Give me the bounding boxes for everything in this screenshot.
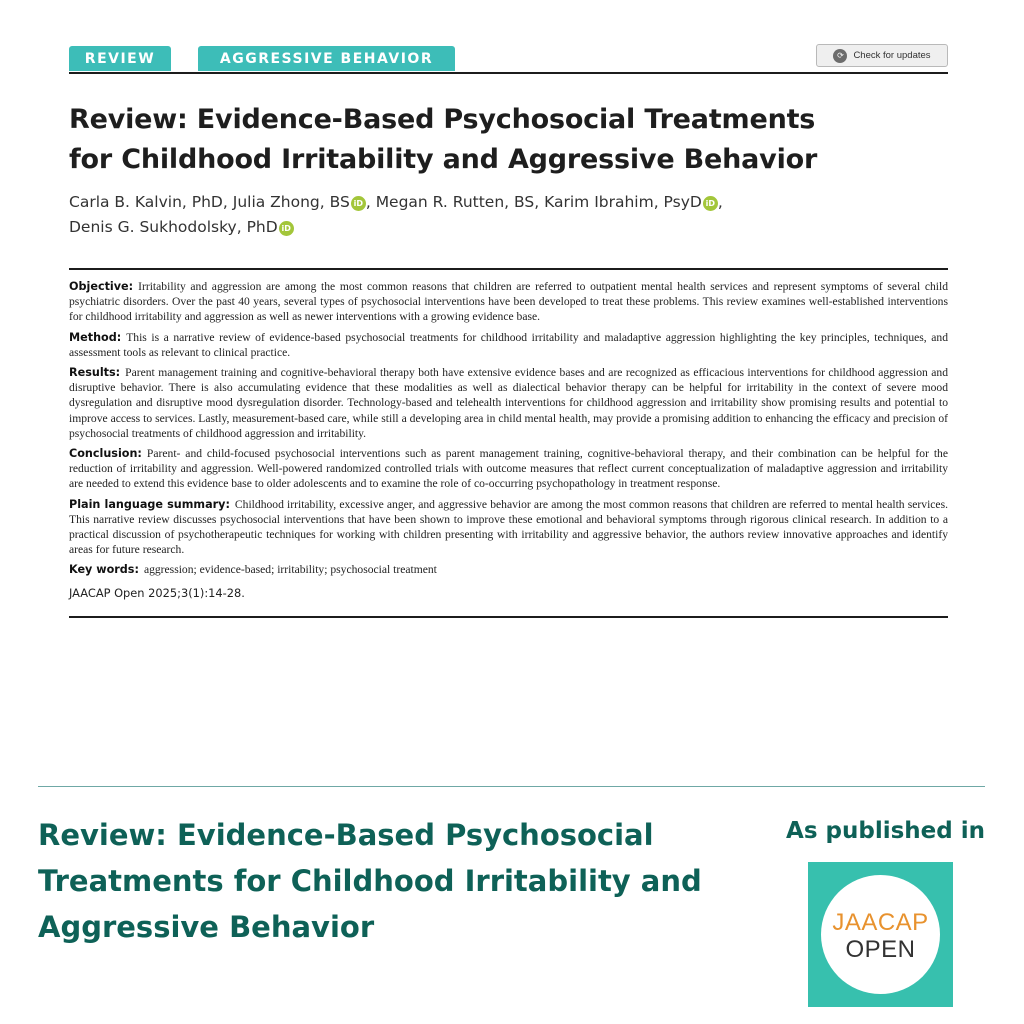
abstract-plain-language-summary [69, 497, 948, 558]
refresh-icon: ⟳ [833, 49, 847, 63]
author-name: Denis G. Sukhodolsky, PhD [69, 218, 278, 236]
abstract-objective [69, 279, 948, 325]
section-text: aggression; evidence-based; irritability; psychosocial treatment [143, 563, 437, 577]
article-page [69, 44, 948, 618]
section-text: Parent management training and cognitive-behavioral therapy both have extensive evidence bases and are recognized as efficacious interventions for childhood aggression and disruptive behavior. There is also accumulating evidence that these modalities as well as dialectical behavior therapy can be helpful for irritability in the context of severe mood dysregulation and disruptive mood dysregulation disorder. Technology-based and telehealth interventions for childhood aggression and irritability show promising results and potential to improve access to services. Lastly, measurement-based care, while still a developing area in child mental health, may provide a promising addition to enhancing the efficacy and precision of psychosocial treatments of childhood aggression and irritability. [69, 366, 948, 440]
article-title-line-2: for Childhood Irritability and Aggressive Behavior [69, 144, 818, 175]
abstract-top-rule [69, 268, 948, 270]
top-rule [69, 72, 948, 74]
logo-circle [821, 875, 940, 994]
section-label: Key words: [69, 563, 139, 577]
section-label: Plain language summary: [69, 497, 230, 511]
logo-text-open: OPEN [845, 936, 916, 963]
promo-title-line-2: Treatments for Childhood Irritability and [38, 864, 702, 898]
promo-title [38, 812, 758, 950]
tag-aggressive-behavior[interactable]: AGGRESSIVE BEHAVIOR [198, 46, 455, 71]
author-name: Julia Zhong, BS [232, 193, 350, 211]
section-label: Results: [69, 366, 121, 380]
author-list: Carla B. Kalvin, PhD, Julia Zhong, BS iD , Megan R. Rutten, BS, Karim Ibrahim, PsyD iD , Denis G. Sukhodolsky, PhD iD [69, 193, 723, 236]
orcid-icon[interactable]: iD [351, 196, 366, 211]
article-title-line-1: Review: Evidence-Based Psychosocial Treatments [69, 104, 816, 135]
section-text: Childhood irritability, excessive anger, and aggressive behavior are among the most common reasons that children are referred to mental health services. This narrative review discusses psychosocial interventions that have been shown to improve these emotional and behavioral symptoms through rigorous clinical research. In addition to a practical discussion of psychotherapeutic techniques for working with children presenting with irritability and aggressive behavior, the authors review innovative approaches and identify areas for future research. [69, 497, 948, 557]
abstract-method [69, 330, 948, 360]
published-in-label: As published in [786, 818, 985, 844]
section-text: Irritability and aggression are among the most common reasons that children are referred to outpatient mental health services and represent symptoms of several child psychiatric disorders. Over the past 40 years, several types of psychosocial interventions have been developed to treat these problems. This review examines well-established interventions for childhood irritability and aggression as well as newer interventions with a growing evidence base. [69, 280, 948, 324]
orcid-icon[interactable]: iD [279, 221, 294, 236]
section-divider [38, 786, 985, 787]
orcid-icon[interactable]: iD [703, 196, 718, 211]
check-for-updates-label: Check for updates [853, 50, 931, 61]
author-name: Carla B. Kalvin, PhD, [69, 193, 228, 211]
logo-text-jaacap: JAACAP [832, 909, 929, 936]
promo-title-line-1: Review: Evidence-Based Psychosocial [38, 818, 654, 852]
section-label: Conclusion: [69, 447, 142, 461]
section-label: Method: [69, 330, 122, 344]
abstract-results [69, 365, 948, 441]
tag-bar [69, 44, 948, 72]
section-text: This is a narrative review of evidence-based psychosocial treatments for childhood irritability and maladaptive aggression highlighting the key principles, techniques, and assessment tools as relevant to clinical practice. [69, 330, 948, 359]
article-title [69, 100, 948, 180]
journal-citation: JAACAP Open 2025;3(1):14-28. [69, 585, 245, 600]
check-for-updates-button[interactable] [816, 44, 948, 67]
jaacap-open-logo[interactable] [808, 862, 953, 1007]
abstract-conclusion [69, 446, 948, 492]
author-name: Megan R. Rutten, BS, [375, 193, 540, 211]
section-text: Parent- and child-focused psychosocial interventions such as parent management training, cognitive-behavioral therapy, and their combination can be helpful for the reduction of irritability and aggression. Well-powered randomized controlled trials with outcome measures that reflect current conceptualization of maladaptive aggression and irritability are needed to extend this evidence base to older adolescents and to examine the role of co-occurring psychopathology in treatment response. [69, 447, 948, 491]
section-label: Objective: [69, 280, 134, 293]
author-name: Karim Ibrahim, PsyD [544, 193, 702, 211]
abstract [69, 279, 948, 601]
abstract-key-words [69, 562, 948, 577]
abstract-bottom-rule [69, 616, 948, 618]
tag-review[interactable]: REVIEW [69, 46, 171, 71]
promo-title-line-3: Aggressive Behavior [38, 910, 375, 944]
